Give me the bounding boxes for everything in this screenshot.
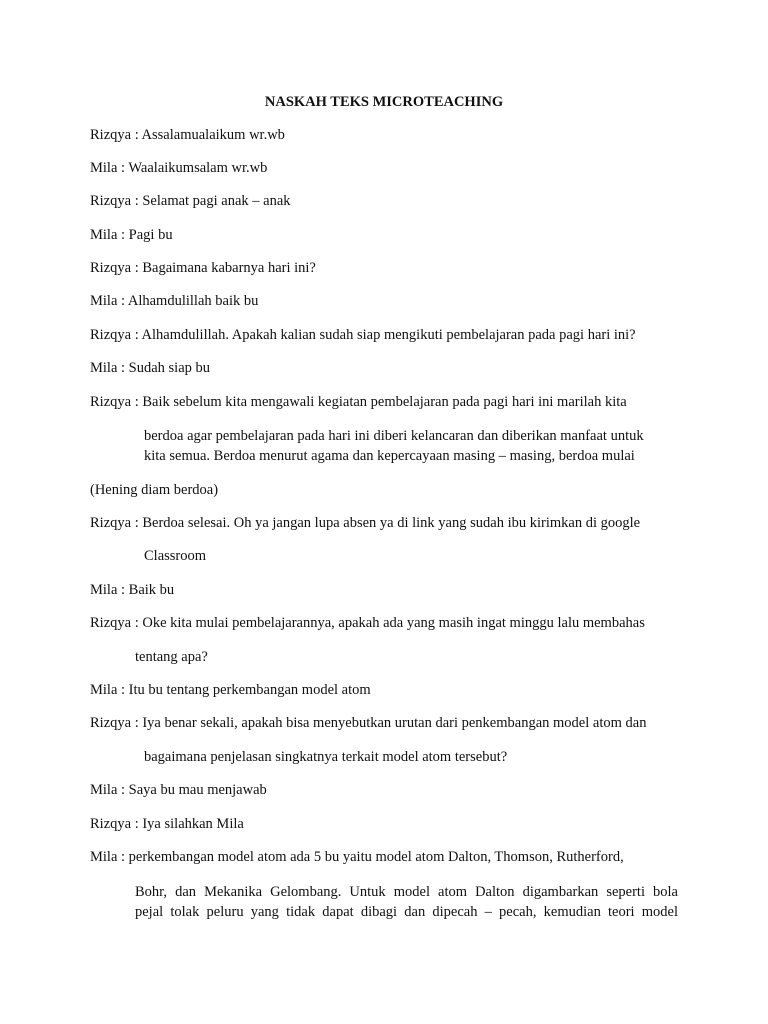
answer-paragraph (135, 882, 678, 922)
dialogue-continuation (144, 427, 644, 466)
paragraph-line: pejal tolak peluru yang tidak dapat dibagi dan dipecah – pecah, kemudian teori model (135, 904, 678, 920)
dialogue-line: Mila : Pagi bu (90, 227, 173, 243)
dialogue-line: Rizqya : Selamat pagi anak – anak (90, 193, 291, 209)
continuation-line: tentang apa? (135, 649, 208, 665)
dialogue-line: Mila : Alhamdulillah baik bu (90, 293, 259, 309)
paragraph-line: Bohr, dan Mekanika Gelombang. Untuk model atom Dalton digambarkan seperti bola (135, 884, 678, 900)
dialogue-line: Rizqya : Alhamdulillah. Apakah kalian sudah siap mengikuti pembelajaran pada pagi hari ini? (90, 327, 636, 343)
dialogue-line: Mila : Itu bu tentang perkembangan model atom (90, 682, 371, 698)
dialogue-line: Rizqya : Baik sebelum kita mengawali kegiatan pembelajaran pada pagi hari ini marilah kita (90, 394, 627, 410)
dialogue-line: Mila : Sudah siap bu (90, 360, 211, 376)
continuation-line: Classroom (144, 548, 207, 564)
document-title: NASKAH TEKS MICROTEACHING (264, 94, 504, 110)
dialogue-line: Rizqya : Oke kita mulai pembelajarannya, apakah ada yang masih ingat minggu lalu membahas (90, 615, 645, 631)
continuation-line: bagaimana penjelasan singkatnya terkait model atom tersebut? (144, 749, 508, 765)
dialogue-line: Mila : perkembangan model atom ada 5 bu yaitu model atom Dalton, Thomson, Rutherford, (90, 849, 624, 865)
dialogue-line: Rizqya : Berdoa selesai. Oh ya jangan lupa absen ya di link yang sudah ibu kirimkan di google (90, 515, 641, 531)
stage-direction: (Hening diam berdoa) (90, 482, 219, 498)
dialogue-line: Mila : Baik bu (90, 582, 175, 598)
dialogue-line: Mila : Waalaikumsalam wr.wb (90, 160, 268, 176)
continuation-line: berdoa agar pembelajaran pada hari ini diberi kelancaran dan diberikan manfaat untuk (144, 428, 644, 444)
dialogue-line: Rizqya : Iya silahkan Mila (90, 816, 244, 832)
dialogue-line: Rizqya : Assalamualaikum wr.wb (90, 127, 285, 143)
dialogue-line: Rizqya : Bagaimana kabarnya hari ini? (90, 260, 316, 276)
dialogue-line: Mila : Saya bu mau menjawab (90, 782, 267, 798)
continuation-line: kita semua. Berdoa menurut agama dan kepercayaan masing – masing, berdoa mulai (144, 447, 635, 464)
dialogue-line: Rizqya : Iya benar sekali, apakah bisa menyebutkan urutan dari penkembangan model atom dan (90, 715, 647, 731)
